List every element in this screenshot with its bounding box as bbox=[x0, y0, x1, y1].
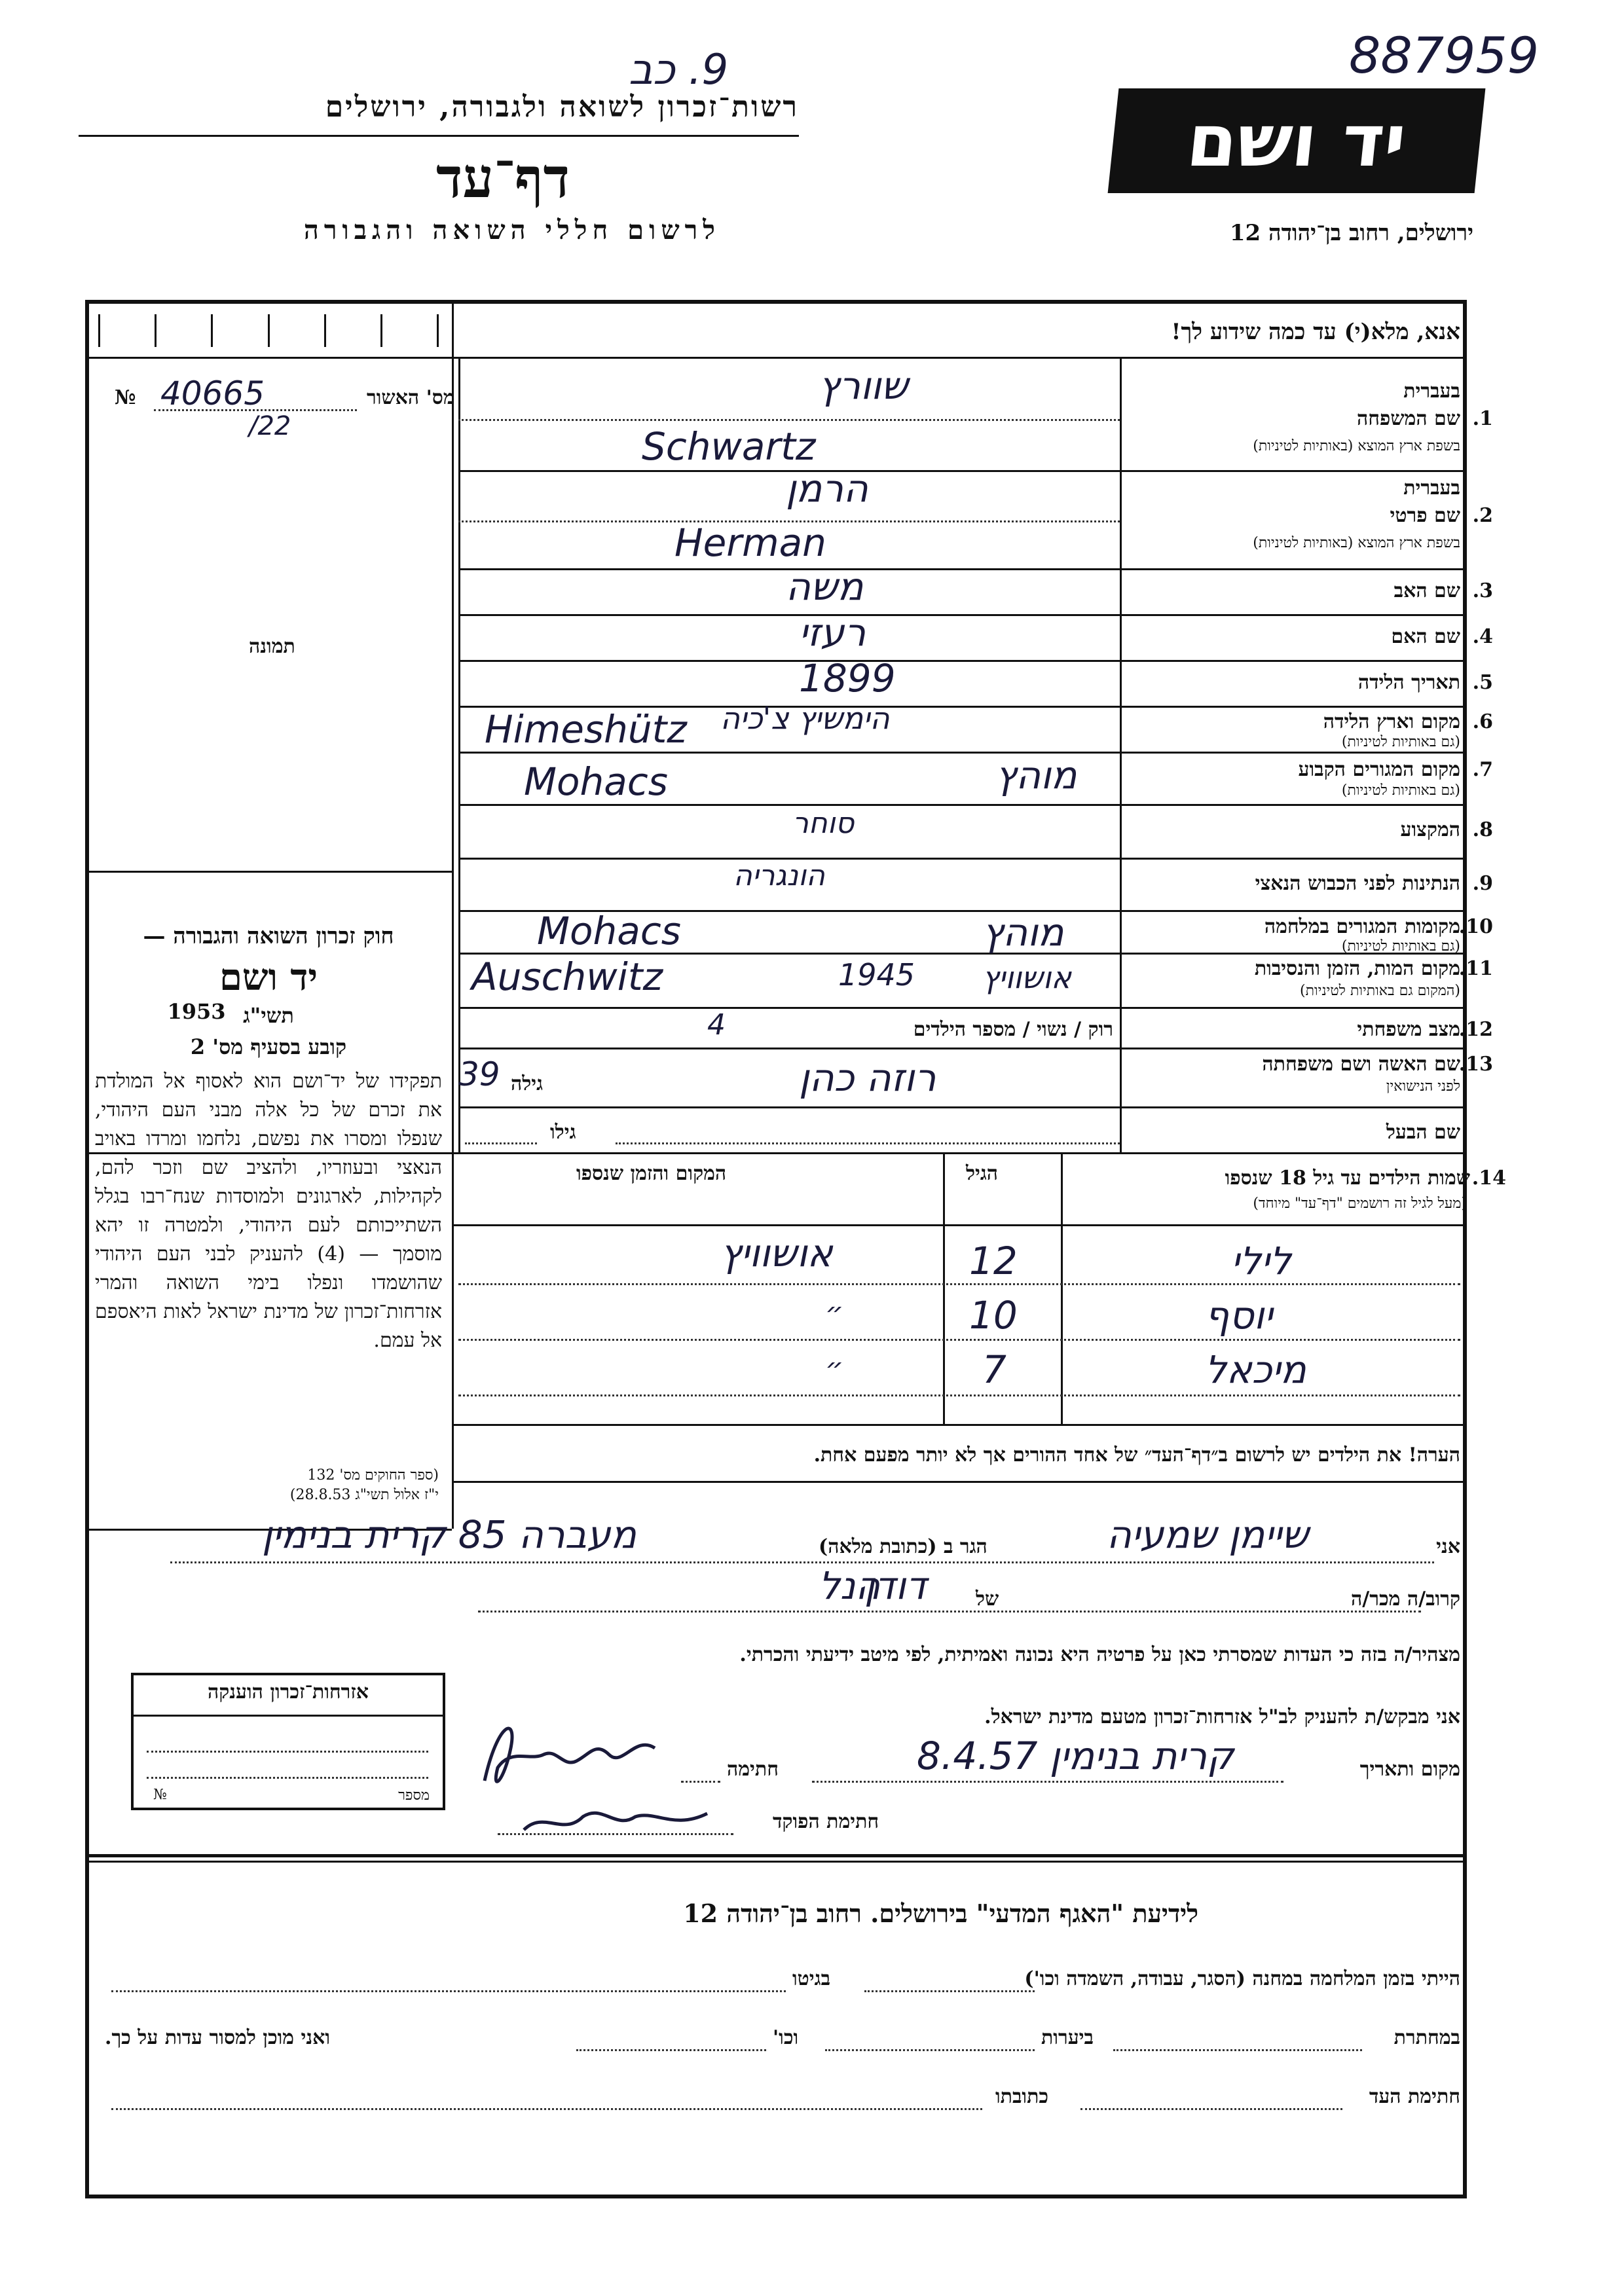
official-signature-label: חתימת הפוקד bbox=[773, 1810, 879, 1833]
citizenship-no-sign: № bbox=[153, 1787, 167, 1803]
children-age-header: הגיל bbox=[966, 1162, 999, 1185]
children-num: 14. bbox=[1471, 1167, 1506, 1190]
children-place-header: המקום והזמן שנספו bbox=[576, 1162, 727, 1185]
child-name: מיכאל bbox=[1205, 1347, 1306, 1392]
science-line2-d: ואני מוכן למסור עדות על כך. bbox=[105, 2026, 331, 2049]
field-birth-place-num: 6. bbox=[1472, 710, 1493, 733]
field-nationality-num: 9. bbox=[1472, 872, 1493, 895]
birth-place-hebrew: הימשיץ צ'כיה bbox=[720, 701, 890, 736]
field-wife-num: 13. bbox=[1458, 1053, 1493, 1076]
science-line1-b: בגיטו bbox=[792, 1967, 831, 1990]
field-father-name-num: 3. bbox=[1472, 579, 1493, 602]
field-husband-label: שם הבעל bbox=[1386, 1121, 1460, 1144]
science-line3-b: כתובתו bbox=[995, 2085, 1049, 2108]
field-wife-label: שם האשה ושם משפחתה bbox=[1262, 1053, 1460, 1076]
war-residence-hebrew: מוהץ bbox=[982, 910, 1064, 955]
logo-text: יד ושם bbox=[1183, 99, 1411, 183]
field-birth-place-sub: (גם באותיות לטיניות) bbox=[1341, 734, 1460, 750]
field-family-status-num: 12. bbox=[1458, 1018, 1493, 1041]
child-place: אושוויץ bbox=[720, 1231, 833, 1275]
field-death-sub: (המקום גם באותיות לטיניות) bbox=[1300, 983, 1460, 999]
field-war-residence-sub: (גם באותיות לטיניות) bbox=[1341, 938, 1460, 955]
law-citation-2: י"ז אלול תשי"ג 28.8.53) bbox=[289, 1487, 439, 1503]
science-line3-a: חתימת העד bbox=[1369, 2085, 1460, 2108]
citizenship-box bbox=[131, 1673, 445, 1810]
child-place: ״ bbox=[825, 1352, 844, 1385]
field-death-label: מקום המות, הזמן והנסיבות bbox=[1254, 957, 1460, 980]
field-family-name: בעברית שם המשפחה 1. בשפת ארץ המוצא (באותיות לטיניות) bbox=[1253, 380, 1493, 454]
law-text: תפקידו של יד־ושם הוא לאסוף אל המולדת את זכרם של כל אלה מבני העם היהודי, שנפלו ומסרו את נפשם, נלחמו ומרדו באויב הנאצי ובעוזריו, ולהציב שם וזכר להם, לקהילות, לארגונים ולמוסדות שנח־רבו בגלל השתייכותם לעם היהודי, ולמטרה זו יהא מוסמך — (4) להעניק לבני העם היהודי שהושמדו ונפלו בימי השואה והמרי אזרחות־זכרון של מדינת ישראל לאות היאספם אל עמם. bbox=[95, 1070, 442, 1352]
law-year: 1953 bbox=[167, 999, 226, 1024]
residence-latin: Mohacs bbox=[524, 759, 668, 804]
children-title-sub: (מעל לגיל זה רושמים "דף־עד" מיוחד) bbox=[1253, 1195, 1467, 1212]
law-year-he: תשי"ג bbox=[243, 1003, 294, 1028]
registration-label: מס' האשור bbox=[367, 386, 455, 409]
yad-vashem-logo bbox=[1108, 88, 1486, 193]
form-title: דף־עד bbox=[435, 145, 570, 210]
citizenship-number-label: מספר bbox=[398, 1787, 430, 1804]
death-place-hebrew: אושוויץ bbox=[982, 960, 1072, 995]
child-age: 7 bbox=[982, 1347, 1006, 1392]
field-family-status-label: מצב משפחתי bbox=[1357, 1018, 1460, 1041]
wife-age-label: גילה bbox=[511, 1072, 544, 1095]
field-residence-num: 7. bbox=[1472, 758, 1493, 781]
place-date-value: קרית בנימין 8.4.57 bbox=[917, 1734, 1234, 1778]
father-name-value: משה bbox=[786, 564, 864, 609]
field-mother-name-num: 4. bbox=[1472, 625, 1493, 648]
law-section: קובע בסעיף מס' 2 bbox=[190, 1034, 347, 1059]
death-year: 1945 bbox=[838, 957, 915, 993]
signature-label: חתימה bbox=[727, 1758, 779, 1781]
declaration-ani: אני bbox=[1436, 1535, 1460, 1558]
address-label: הגר ב (כתובת מלאה) bbox=[819, 1535, 987, 1558]
children-title: שמות הילדים עד גיל 18 שנספו bbox=[1225, 1167, 1470, 1190]
first-name-latin: Herman bbox=[674, 520, 826, 565]
field-profession-label: המקצוע bbox=[1400, 818, 1460, 841]
children-count: 4 bbox=[707, 1008, 726, 1042]
residence-hebrew: מוהץ bbox=[995, 753, 1077, 797]
wife-age-value: 39 bbox=[458, 1055, 500, 1093]
form-subtitle: לרשום חללי השואה והגבורה bbox=[303, 215, 720, 246]
field-death-num: 11. bbox=[1458, 957, 1493, 980]
place-date-label: מקום ותאריך bbox=[1359, 1758, 1460, 1781]
mother-name-value: רעזי bbox=[799, 610, 866, 655]
field-residence-sub: (גם באותיות לטיניות) bbox=[1341, 782, 1460, 799]
relation-value: דודן bbox=[864, 1563, 927, 1608]
law-heading: חוק זכרון השואה והגבורה — bbox=[143, 923, 394, 949]
birth-place-latin: Himeshütz bbox=[485, 707, 687, 752]
child-name: יוסף bbox=[1205, 1293, 1273, 1338]
field-birth-place-label: מקום וארץ הלידה bbox=[1323, 710, 1460, 733]
declaration-request: אני מבקש/ת להעניק לב"ל אזרחות־זכרון מטעם מדינת ישראל. bbox=[984, 1705, 1460, 1728]
first-name-hebrew: הרמן bbox=[786, 466, 868, 511]
law-name: יד ושם bbox=[219, 956, 318, 999]
nationality-value: הונגריה bbox=[733, 859, 825, 892]
declaration-statement: מצהיר/ה בזה כי העדות שמסרתי כאן על פרטיה היא נכונה ואמיתית, לפי מיטב ידיעתי והכרתי. bbox=[739, 1643, 1460, 1666]
science-dept-title: לידיעת "האגף המדעי" בירושלים. רחוב בן־יהודה 12 bbox=[683, 1899, 1198, 1928]
science-line2-b: ביערות bbox=[1041, 2026, 1094, 2049]
relation-label: קרוב/ה מכר/ה bbox=[1351, 1588, 1460, 1611]
science-line2-a: במחתרת bbox=[1393, 2026, 1460, 2049]
of-label: של bbox=[976, 1588, 999, 1611]
registration-number: 40665 bbox=[160, 374, 265, 412]
field-war-residence-label: מקומות המגורים במלחמה bbox=[1264, 915, 1460, 938]
signature-scribble bbox=[471, 1709, 668, 1800]
photo-label: תמונה bbox=[249, 635, 295, 658]
field-wife-sub: לפני הנישואין bbox=[1386, 1078, 1460, 1095]
death-place-latin: Auschwitz bbox=[471, 955, 663, 999]
field-war-residence-num: 10. bbox=[1458, 915, 1493, 938]
law-citation-1: (ספר החוקים מס' 132 bbox=[307, 1467, 439, 1484]
registration-no-sign: № bbox=[115, 386, 136, 409]
child-age: 12 bbox=[969, 1239, 1018, 1283]
profession-value: סוחר bbox=[792, 807, 855, 840]
field-father-name-label: שם האב bbox=[1393, 579, 1460, 602]
child-name: לילי bbox=[1231, 1239, 1291, 1283]
science-line1-a: הייתי בזמן המלחמה במחנה (הסגר, עבודה, השמדה וכו') bbox=[1024, 1967, 1460, 1990]
citizenship-box-title: אזרחות־זכרון הוענקה bbox=[207, 1681, 369, 1704]
field-profession-num: 8. bbox=[1472, 818, 1493, 841]
intro-text: אנא, מלא(י) עד כמה שידוע לך! bbox=[1171, 319, 1460, 345]
field-residence-label: מקום המגורים הקבוע bbox=[1298, 758, 1460, 781]
registration-suffix: /22 bbox=[249, 411, 291, 441]
wife-name-value: רוזה כהן bbox=[799, 1055, 936, 1100]
family-name-latin: Schwartz bbox=[642, 424, 816, 469]
war-residence-latin: Mohacs bbox=[537, 909, 681, 953]
archive-number: 887959 bbox=[1349, 26, 1540, 84]
note-text: הערה! את הילדים יש לרשום ב״דף־העד״ של אחד ההורים אך לא יותר מפעם אחת. bbox=[813, 1444, 1460, 1467]
field-birth-date-num: 5. bbox=[1472, 671, 1493, 694]
science-line2-c: וכו' bbox=[773, 2026, 799, 2049]
husband-age-label: גילו bbox=[550, 1121, 576, 1144]
field-birth-date-label: תאריך הלידה bbox=[1357, 671, 1460, 694]
handwritten-reference: 9. כב bbox=[629, 46, 729, 94]
birth-date-value: 1899 bbox=[799, 656, 896, 701]
address-value: מעברה 85 קרית בנימין bbox=[262, 1512, 637, 1557]
field-first-name: בעברית שם פרטי 2. בשפת ארץ המוצא (באותיות לטיניות) bbox=[1253, 477, 1493, 551]
declarant-name: שיימן שמעיה bbox=[1107, 1512, 1309, 1557]
child-age: 10 bbox=[969, 1293, 1018, 1338]
authority-line: רשות־זכרון לשואה ולגבורה, ירושלים bbox=[325, 90, 799, 124]
field-mother-name-label: שם האם bbox=[1391, 625, 1460, 648]
field-nationality-label: הנתינות לפני הכבוש הנאצי bbox=[1255, 872, 1460, 895]
family-name-hebrew: שוורץ bbox=[819, 363, 908, 408]
address: ירושלים, רחוב בן־יהודה 12 bbox=[1229, 220, 1473, 246]
tick-row bbox=[98, 314, 439, 347]
official-signature-scribble bbox=[517, 1797, 714, 1843]
family-status-options: רוק / נשוי / מספר הילדים bbox=[913, 1018, 1113, 1041]
child-place: ״ bbox=[825, 1296, 844, 1330]
of-value: הנל bbox=[819, 1563, 881, 1608]
